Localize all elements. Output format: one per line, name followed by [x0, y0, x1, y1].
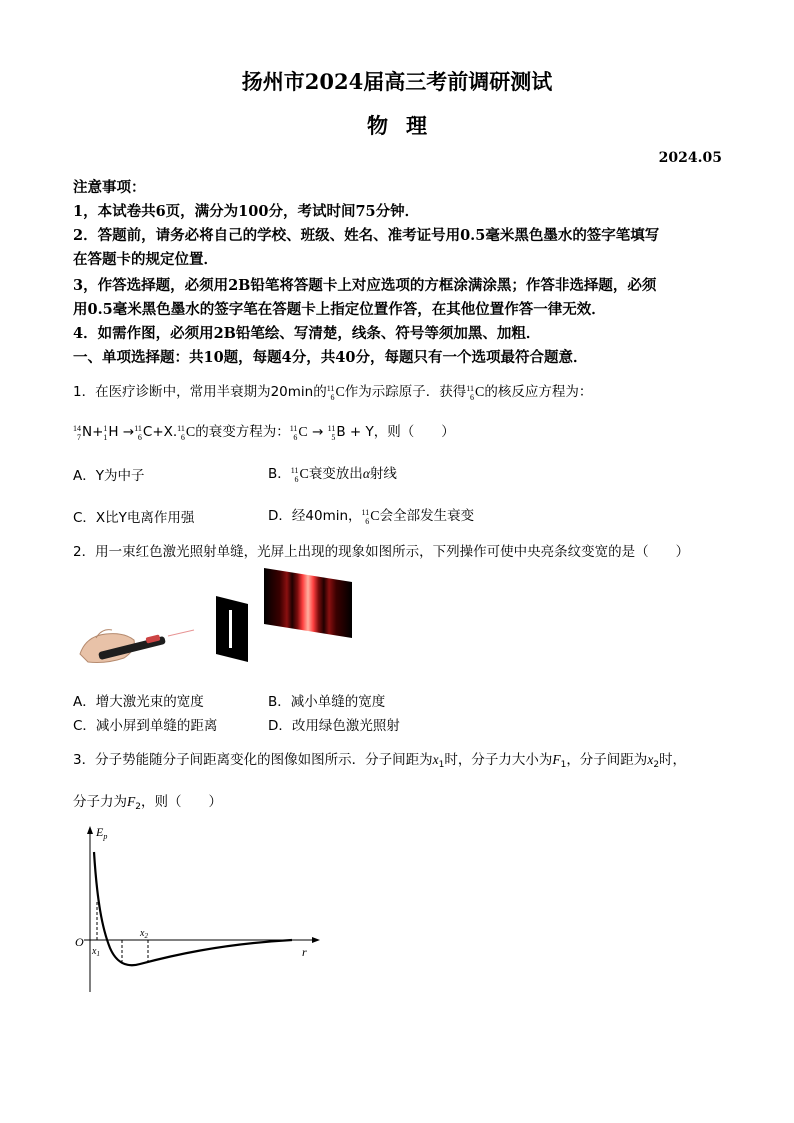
origin-label: O	[75, 935, 84, 949]
q1-option-c[interactable]: C．X比Y电离作用强	[73, 510, 195, 526]
q2-option-b[interactable]: B．减小单缝的宽度	[268, 694, 386, 710]
nuclide-n14: 14 7	[73, 423, 81, 442]
exam-title: 扬州市2024届高三考前调研测试	[241, 69, 553, 94]
y-axis-label: $E_p$	[96, 825, 108, 841]
x1-label: $x_1$	[92, 946, 100, 958]
q3-stem-line1: 3．分子势能随分子间距离变化的图像如图所示．分子间距为$x_1$时，分子力大小为$F_1$，分子间距为$x_2$时，	[73, 752, 687, 770]
nuclide-b11: 11 5	[327, 423, 336, 442]
q1-stem: 1．在医疗诊断中，常用半衰期为20min的 11 6 C作为示踪原子．获得 11 6 C的核反应方程为：	[73, 383, 593, 402]
q2-stem: 2．用一束红色激光照射单缝，光屏上出现的现象如图所示，下列操作可使中央亮条纹变宽的是（ ）	[73, 544, 690, 560]
q2-option-a[interactable]: A．增大激光束的宽度	[73, 694, 204, 710]
q1-option-a[interactable]: A．Y为中子	[73, 468, 145, 484]
q2-figure	[76, 566, 366, 676]
exam-subject: 物理	[367, 113, 445, 138]
q2-option-d[interactable]: D．改用绿色激光照射	[268, 718, 400, 734]
note-line: 3，作答选择题，必须用2B铅笔将答题卡上对应选项的方框涂满涂黑；作答非选择题，必须	[73, 277, 657, 294]
section-heading: 一、单项选择题：共10题，每题4分，共40分，每题只有一个选项最符合题意．	[73, 349, 588, 366]
note-line: 用0.5毫米黑色墨水的签字笔在答题卡上指定位置作答，在其他位置作答一律无效．	[73, 301, 606, 318]
diffraction-pattern-icon	[264, 568, 352, 638]
nuclide-c11: 11 6	[134, 423, 142, 442]
nuclide-c11: 11 6 C	[289, 423, 308, 442]
nuclide-c11: 11 6 C	[361, 507, 380, 526]
q2-option-c[interactable]: C．减小屏到单缝的距离	[73, 718, 218, 734]
q1-option-d[interactable]: D．经40min， 11 6 C会全部发生衰变	[268, 507, 475, 526]
q1-equations: 14 7 N+ 1 1 H → 11 6 C+X. 11 6 C的衰变方程为： 11 6 C → 11 5 B + Y，则（ ）	[73, 423, 455, 442]
notes-heading: 注意事项：	[73, 179, 146, 196]
nuclide-c11: 11 6 C	[326, 383, 345, 402]
x-axis-label: r	[302, 945, 307, 959]
note-line: 4．如需作图，必须用2B铅笔绘、写清楚，线条、符号等须加黑、加粗．	[73, 325, 541, 342]
note-line: 2．答题前，请务必将自己的学校、班级、姓名、准考证号用0.5毫米黑色墨水的签字笔填写	[73, 227, 660, 244]
q1-option-b[interactable]: B． 11 6 C衰变放出α射线	[268, 465, 397, 484]
exam-date: 2024.05	[658, 150, 722, 166]
nuclide-c11: 11 6 C	[177, 423, 196, 442]
single-slit-icon	[216, 596, 248, 662]
q3-stem-line2: 分子力为$F_2$，则（ ）	[73, 794, 222, 812]
hand-laser-icon	[80, 630, 194, 663]
note-line: 在答题卡的规定位置．	[73, 251, 218, 268]
nuclide-c11: 11 6 C	[466, 383, 485, 402]
x-axis-arrow-icon	[312, 937, 320, 943]
note-line: 1，本试卷共6页，满分为100分，考试时间75分钟．	[73, 203, 420, 220]
nuclide-h1: 1 1	[103, 423, 108, 442]
potential-energy-graph	[70, 820, 330, 1000]
y-axis-arrow-icon	[87, 826, 93, 834]
x2-label: $x_2$	[140, 928, 148, 940]
nuclide-c11: 11 6 C	[290, 465, 309, 484]
ep-curve	[94, 852, 292, 965]
